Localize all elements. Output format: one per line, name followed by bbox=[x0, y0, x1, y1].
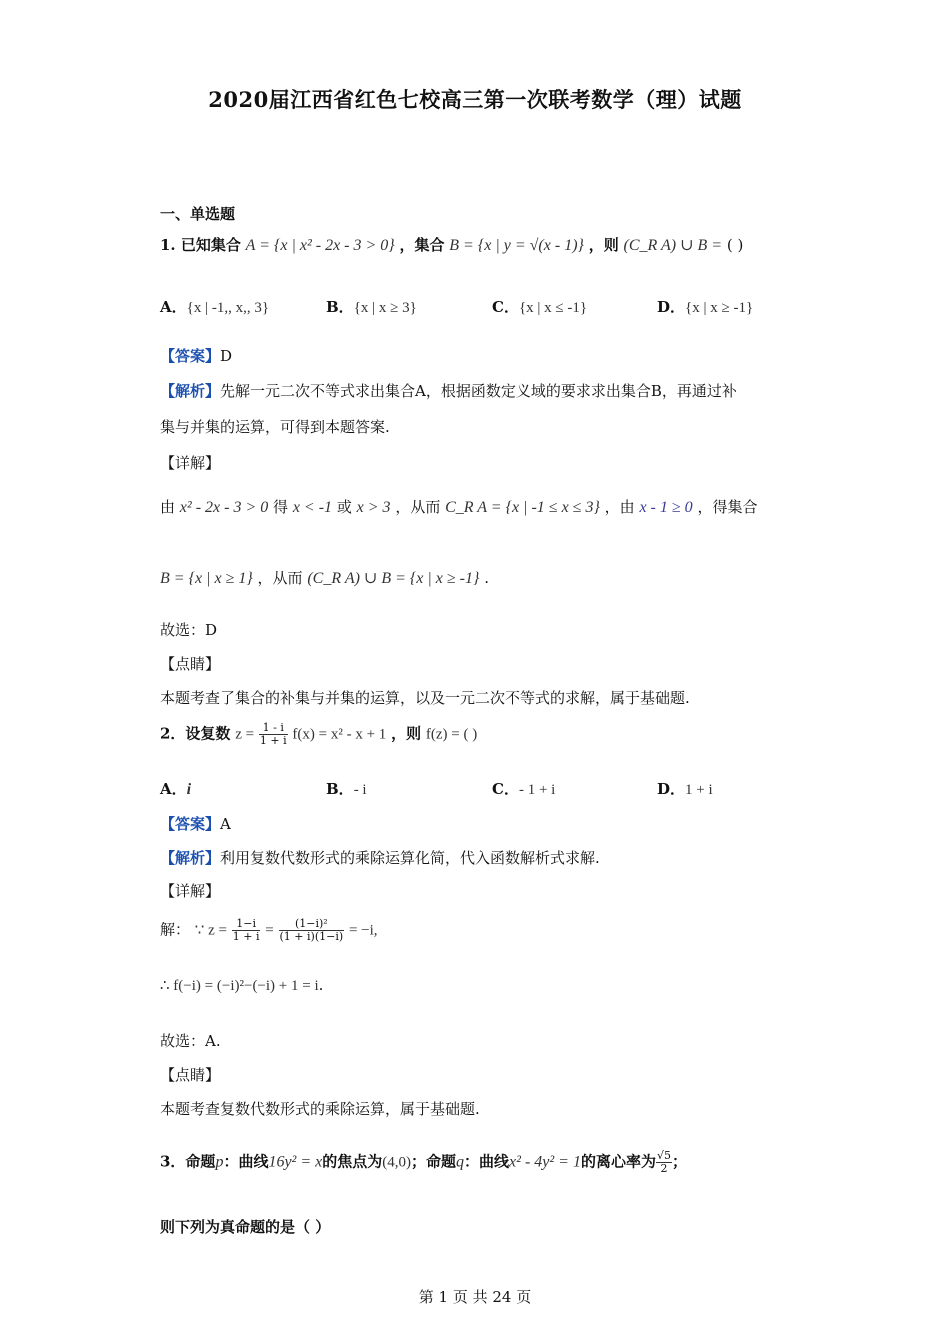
q2-stem bbox=[160, 722, 477, 747]
math: f(x) = x² - x + 1 bbox=[292, 726, 387, 743]
text: ，得集合 bbox=[697, 498, 758, 516]
q1-detail-line2 bbox=[160, 567, 489, 588]
q1-detail-line1 bbox=[160, 496, 757, 517]
q1-stem bbox=[160, 234, 743, 255]
text: 或 bbox=[336, 498, 352, 516]
math: x² - 4y² = 1 bbox=[509, 1153, 581, 1171]
q1-choose: 故选：D bbox=[160, 621, 218, 639]
q1-stem-pre: 1. 已知集合 bbox=[160, 236, 241, 254]
math: z = bbox=[235, 726, 255, 743]
page-title: 2020届江西省红色七校高三第一次联考数学（理）试题 bbox=[208, 87, 742, 112]
math: C_R A = {x | -1 ≤ x ≤ 3} bbox=[445, 499, 600, 516]
option-value: {x | -1,, x,, 3} bbox=[186, 300, 270, 316]
fraction-numerator: 1 - i bbox=[259, 722, 288, 735]
q1-option-c bbox=[492, 296, 587, 317]
text: ；命题 bbox=[411, 1152, 457, 1171]
option-label: D． bbox=[657, 298, 686, 316]
text: 解： bbox=[160, 920, 191, 939]
option-value: 1 + i bbox=[685, 782, 713, 798]
math: (4,0) bbox=[382, 1154, 412, 1171]
math: = −i, bbox=[348, 922, 378, 939]
q2-fraction-2 bbox=[279, 918, 345, 943]
fraction-denominator: 1 + i bbox=[259, 734, 287, 747]
section-heading: 一、单选题 bbox=[160, 205, 236, 223]
q1-expr: (C_R A) ∪ B = bbox=[623, 237, 723, 254]
text: . bbox=[484, 569, 489, 587]
q2-z-fraction bbox=[259, 722, 288, 747]
math: q bbox=[456, 1153, 465, 1171]
text: ，从而 bbox=[395, 498, 441, 516]
math: 16y² = x bbox=[268, 1153, 323, 1171]
q2-stem-then: ，则 bbox=[391, 724, 422, 743]
text: 3．命题 bbox=[160, 1152, 216, 1171]
q2-option-a bbox=[160, 778, 191, 799]
option-label: A． bbox=[160, 780, 187, 798]
q3-stem bbox=[160, 1150, 687, 1175]
option-value: {x | x ≥ 3} bbox=[353, 300, 417, 316]
text: . bbox=[318, 976, 324, 994]
analysis-tag: 【解析】 bbox=[160, 849, 221, 867]
math: ∵ z = bbox=[194, 922, 227, 939]
q1-paren: ( ) bbox=[726, 236, 744, 254]
option-label: A． bbox=[160, 298, 187, 316]
option-label: C． bbox=[492, 780, 519, 798]
option-value: i bbox=[186, 781, 192, 798]
q1-option-b bbox=[326, 296, 417, 317]
fraction-denominator: 1 + i bbox=[232, 930, 260, 943]
text: 由 bbox=[160, 498, 176, 516]
option-value: {x | x ≤ -1} bbox=[518, 300, 588, 316]
page-footer: 第 1 页 共 24 页 bbox=[418, 1288, 532, 1306]
math: x² - 2x - 3 > 0 bbox=[179, 499, 269, 516]
q1-comment-tag: 【点睛】 bbox=[160, 655, 221, 673]
fraction-numerator: (1−i)² bbox=[279, 918, 345, 931]
text: 得 bbox=[273, 498, 289, 516]
math: x > 3 bbox=[356, 499, 391, 516]
q2-detail-line1 bbox=[160, 918, 378, 943]
option-label: C． bbox=[492, 298, 519, 316]
q1-analysis-line1 bbox=[160, 380, 737, 401]
q2-stem-pre: 2．设复数 bbox=[160, 724, 231, 743]
option-label: B． bbox=[326, 298, 354, 316]
math: = bbox=[265, 922, 274, 939]
q1-stem-mid: ，集合 bbox=[399, 236, 445, 254]
option-label: D． bbox=[657, 780, 686, 798]
math: x - 1 ≥ 0 bbox=[639, 499, 693, 516]
q2-detail-tag: 【详解】 bbox=[160, 882, 221, 900]
option-value: - 1 + i bbox=[518, 782, 556, 798]
math: f(z) = ( ) bbox=[425, 726, 478, 743]
math: (C_R A) ∪ B = {x | x ≥ -1} bbox=[307, 570, 480, 587]
q1-option-a bbox=[160, 296, 269, 317]
q2-option-c bbox=[492, 778, 555, 799]
q1-set-a: A = {x | x² - 2x - 3 > 0} bbox=[245, 237, 395, 254]
option-value: - i bbox=[353, 782, 367, 798]
q1-stem-then: ，则 bbox=[588, 236, 619, 254]
text: 的焦点为 bbox=[322, 1152, 383, 1171]
q1-comment: 本题考查了集合的补集与并集的运算，以及一元二次不等式的求解，属于基础题. bbox=[160, 689, 690, 707]
fraction-denominator: 2 bbox=[660, 1162, 668, 1175]
fraction-numerator: 1−i bbox=[232, 918, 261, 931]
text: 的离心率为 bbox=[580, 1152, 656, 1171]
q3-line2: 则下列为真命题的是（ ） bbox=[160, 1218, 331, 1236]
analysis-text: 利用复数代数形式的乘除运算化简，代入函数解析式求解. bbox=[220, 849, 600, 867]
option-value: {x | x ≥ -1} bbox=[685, 300, 754, 316]
q2-comment-tag: 【点睛】 bbox=[160, 1066, 221, 1084]
fraction-numerator: √5 bbox=[656, 1149, 671, 1162]
answer-tag: 【答案】 bbox=[160, 815, 221, 833]
fraction-denominator: (1 + i)(1−i) bbox=[279, 930, 344, 943]
q3-eccentricity-fraction bbox=[656, 1150, 672, 1175]
text: ； bbox=[672, 1152, 688, 1171]
text: ，从而 bbox=[257, 569, 303, 587]
q1-set-b: B = {x | y = √(x - 1)} bbox=[449, 237, 584, 254]
q2-answer bbox=[160, 813, 231, 834]
q1-analysis-line2: 集与并集的运算，可得到本题答案. bbox=[160, 418, 390, 436]
q2-option-b bbox=[326, 778, 367, 799]
analysis-text: 先解一元二次不等式求出集合A，根据函数定义域的要求求出集合B，再通过补 bbox=[220, 382, 737, 400]
math: B = {x | x ≥ 1} bbox=[160, 570, 253, 587]
q2-comment: 本题考查复数代数形式的乘除运算，属于基础题. bbox=[160, 1100, 480, 1118]
text: ，由 bbox=[604, 498, 635, 516]
q2-analysis bbox=[160, 847, 600, 868]
answer-tag: 【答案】 bbox=[160, 347, 221, 365]
q2-fraction-1 bbox=[232, 918, 261, 943]
text: ：曲线 bbox=[223, 1152, 269, 1171]
q1-detail-tag: 【详解】 bbox=[160, 454, 221, 472]
math: ∴ f(−i) = (−i)²−(−i) + 1 = i bbox=[160, 978, 319, 994]
q2-choose: 故选：A. bbox=[160, 1032, 221, 1050]
math: x < -1 bbox=[292, 499, 333, 516]
math: p bbox=[215, 1153, 224, 1171]
answer-value: A bbox=[220, 815, 231, 833]
q2-detail-line2 bbox=[160, 976, 323, 995]
text: ：曲线 bbox=[464, 1152, 510, 1171]
option-label: B． bbox=[326, 780, 354, 798]
answer-value: D bbox=[220, 347, 233, 365]
analysis-tag: 【解析】 bbox=[160, 382, 221, 400]
q1-answer bbox=[160, 345, 232, 366]
q2-option-d bbox=[657, 778, 713, 799]
q1-option-d bbox=[657, 296, 753, 317]
